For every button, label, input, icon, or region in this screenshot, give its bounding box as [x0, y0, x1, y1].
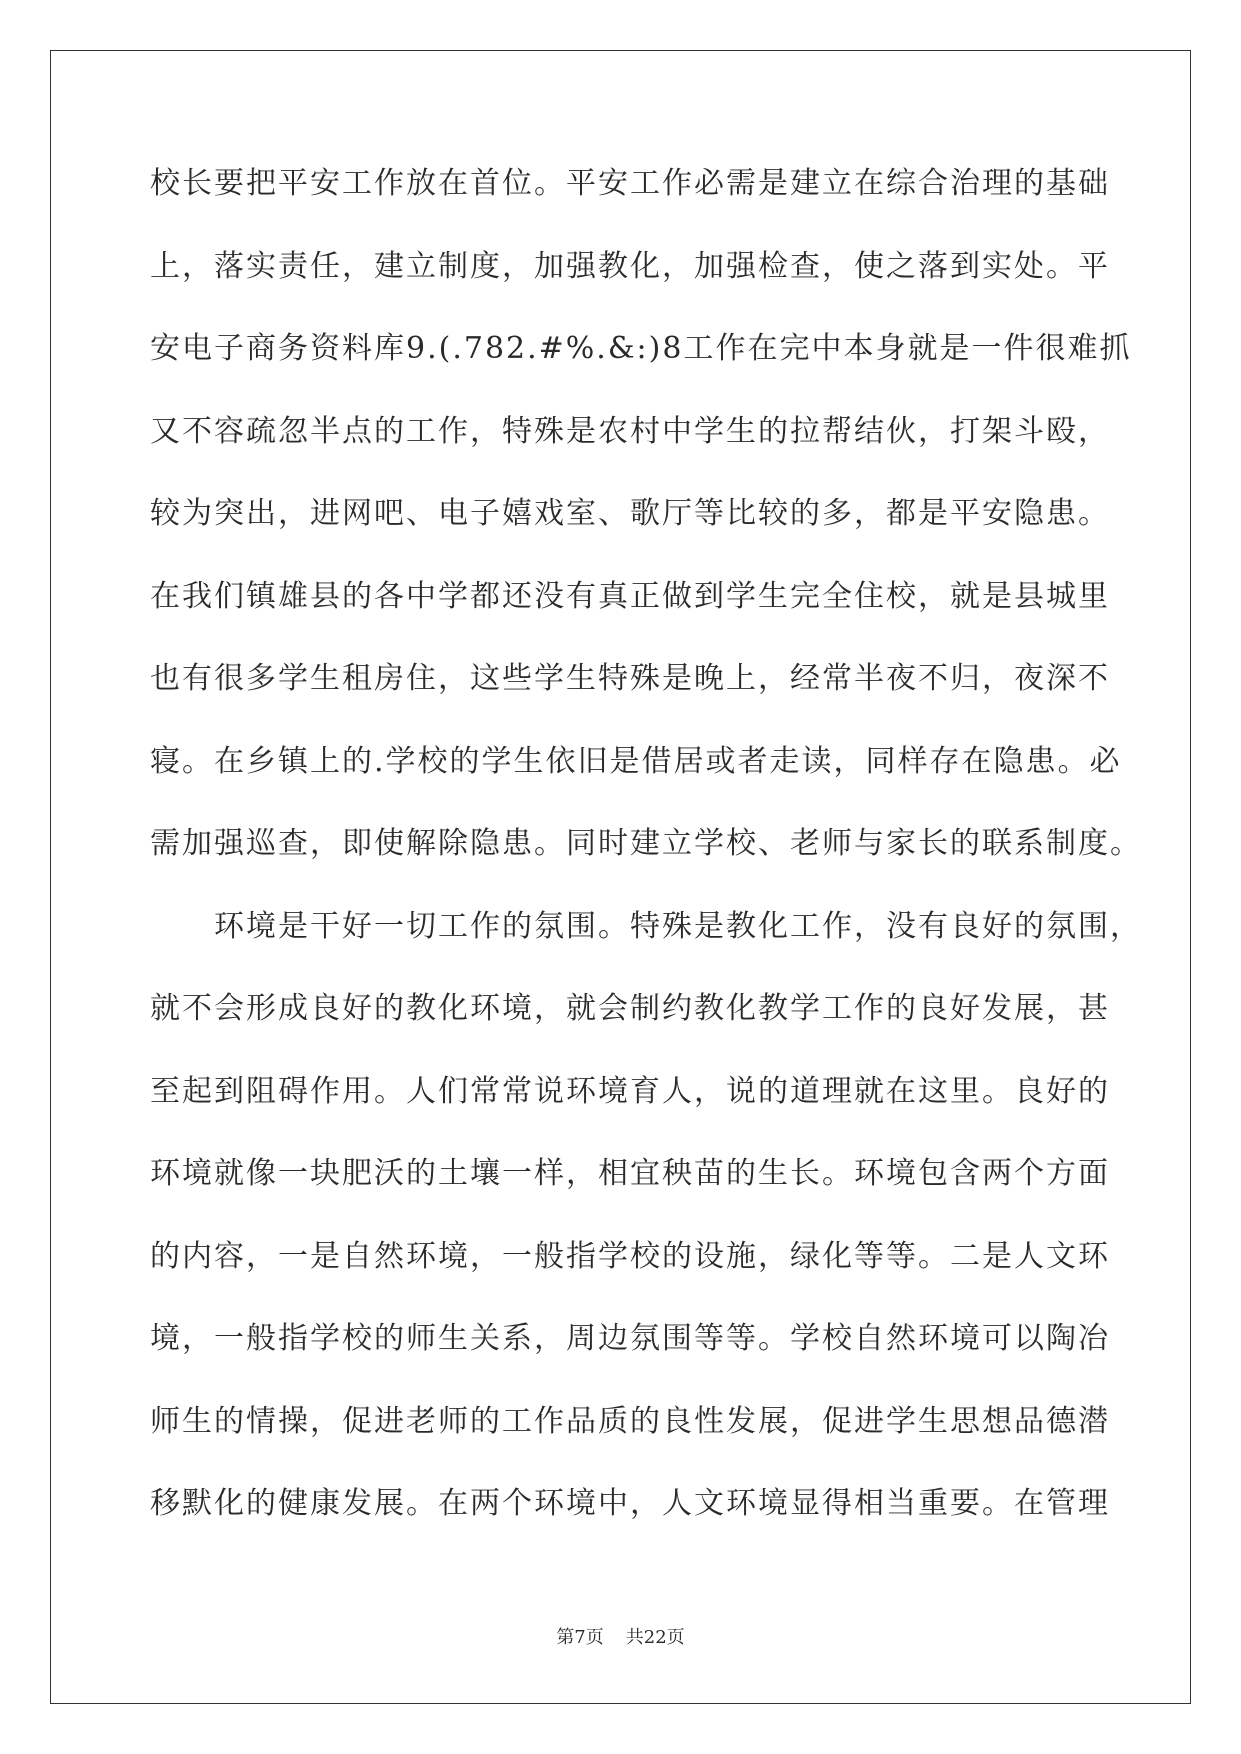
text-line: 也有很多学生租房住，这些学生特殊是晚上，经常半夜不归，夜深不: [150, 661, 1110, 696]
text-line: 又不容疏忽半点的工作，特殊是农村中学生的拉帮结伙，打架斗殴，: [150, 413, 1110, 449]
text-line: 至起到阻碍作用。人们常常说环境育人，说的道理就在这里。良好的: [150, 1073, 1110, 1109]
text-line: 师生的情操，促进老师的工作品质的良性发展，促进学生思想品德潜: [150, 1403, 1110, 1439]
page-footer: [0, 1623, 1241, 1649]
text-line: 寝。在乡镇上的.学校的学生依旧是借居或者走读，同样存在隐患。必: [150, 743, 1122, 779]
text-line: 就不会形成良好的教化环境，就会制约教化教学工作的良好发展，甚: [150, 991, 1110, 1026]
text-line: 环境就像一块肥沃的土壤一样，相宜秧苗的生长。环境包含两个方面: [150, 1156, 1110, 1191]
text-line: 上，落实责任，建立制度，加强教化，加强检查，使之落到实处。平: [150, 248, 1110, 284]
page-total: 共22页: [625, 1627, 685, 1648]
text-line: 环境是干好一切工作的氛围。特殊是教化工作，没有良好的氛围，: [150, 908, 1142, 944]
text-line: 境，一般指学校的师生关系，周边氛围等等。学校自然环境可以陶冶: [150, 1321, 1110, 1356]
text-line: 安电子商务资料库9.(.782.#%.&:)8工作在完中本身就是一件很难抓: [150, 331, 1132, 366]
body-text: [150, 164, 1142, 1567]
text-line: 在我们镇雄县的各中学都还没有真正做到学生完全住校，就是县城里: [150, 578, 1110, 614]
page-number: 第7页: [556, 1627, 604, 1648]
text-line: 需加强巡查，即使解除隐患。同时建立学校、老师与家长的联系制度。: [150, 826, 1142, 861]
text-line: 较为突出，进网吧、电子嬉戏室、歌厅等比较的多，都是平安隐患。: [150, 496, 1110, 531]
text-line: 校长要把平安工作放在首位。平安工作必需是建立在综合治理的基础: [150, 166, 1110, 201]
text-line: 的内容，一是自然环境，一般指学校的设施，绿化等等。二是人文环: [150, 1238, 1110, 1274]
text-line: 移默化的健康发展。在两个环境中，人文环境显得相当重要。在管理: [150, 1486, 1110, 1521]
